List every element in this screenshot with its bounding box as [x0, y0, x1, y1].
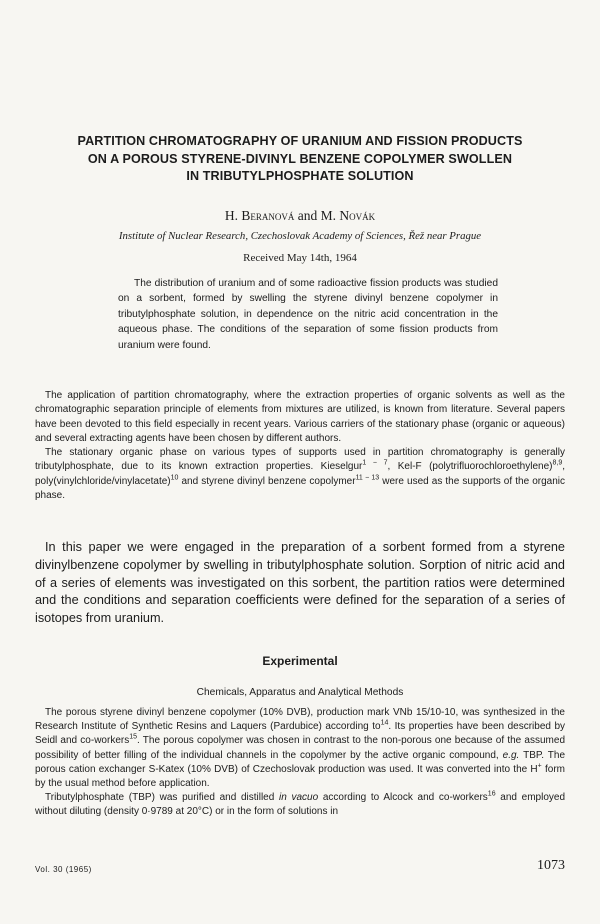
title-line: IN TRIBUTYLPHOSPHATE SOLUTION — [186, 169, 414, 183]
author-initial: H. — [224, 208, 242, 223]
citation: 11 − 13 — [355, 474, 380, 482]
introduction — [35, 389, 565, 503]
paragraph — [35, 446, 565, 503]
italic-text: in vacuo — [278, 792, 319, 804]
citation: 1 − 7 — [362, 460, 388, 468]
page-number: 1073 — [537, 858, 565, 873]
citation: 10 — [170, 474, 179, 482]
paragraph: The application of partition chromatography, where the extraction properties of organic solvents as well as the chromatographic separation principle of elements from mixtures are utilized, is known from literature. Several papers have been devoted to this field especially in recent years. Various carriers of the stationary phase (organic or aqueous) and several extracting agents have been chosen by different authors. — [35, 390, 565, 444]
text-run: . Its properties have been described by Seidl and co-workers — [35, 721, 566, 747]
citation: 14 — [380, 719, 389, 727]
abstract — [118, 276, 498, 353]
text-run: were used as the supports of the organic phase. — [35, 475, 565, 502]
author-initial: M. — [320, 208, 340, 223]
text-run: , poly(vinylchloride/vinylacetate) — [35, 461, 565, 487]
subsection-heading: Chemicals, Apparatus and Analytical Methods — [196, 687, 404, 698]
author-conjunction: and — [294, 208, 321, 223]
text-run: Tributylphosphate (TBP) was purified and distilled — [45, 792, 279, 804]
abstract-text: The distribution of uranium and of some radioactive fission products was studied on a sorbent, formed by swelling the styrene divinyl benzene copolymer in tributylphosphate solution, in dependence on the nitric acid concentration in the aqueous phase. The conditions of the separation of some fission products from uranium were found. — [118, 278, 498, 351]
paragraph: In this paper we were engaged in the preparation of a sorbent formed from a styrene divinylbenzene copolymer by swelling in tributylphosphate solution. Sorption of nitric acid and of a series of elements was investigated on this sorbent, the partition ratios were determined and the conditions and separation coefficients were defined for the separation of a series of isotopes from uranium. — [35, 540, 565, 626]
superscript: + — [537, 762, 542, 770]
italic-text: e.g. — [502, 749, 520, 761]
text-run: TBP. The porous cation exchanger S-Katex (10% DVB) of Czechoslovak production was used. It was converted into the H — [35, 749, 566, 775]
article-title — [30, 133, 570, 186]
author-name: Beranová — [241, 208, 295, 223]
lead-paragraph — [35, 539, 565, 628]
affiliation: Institute of Nuclear Research, Czechoslovak Academy of Sciences, Řež near Prague — [118, 230, 482, 242]
text-run: form by the usual method before application. — [35, 763, 565, 790]
paragraph — [35, 791, 565, 819]
author-list — [0, 207, 600, 224]
citation: 16 — [487, 790, 496, 798]
text-run: and styrene divinyl benzene copolymer — [178, 475, 356, 487]
text-run: and employed without diluting (density 0·9789 at 20°C) or in the form of solutions in — [35, 792, 566, 818]
text-run: The porous styrene divinyl benzene copolymer (10% DVB), production mark VNb 15/10-10, was synthesized in the Research Institute of Synthetic Resins and Laquers (Pardubice) according to — [35, 707, 565, 733]
journal-volume: Vol. 30 (1965) — [35, 865, 92, 874]
author-name: Novák — [339, 208, 376, 223]
text-run: . The porous copolymer was chosen in contrast to the non-porous one because of the assumed possibility of better filling of the individual channels in the copolymer by the active organic compound, — [35, 735, 566, 761]
text-run: according to Alcock and co-workers — [318, 792, 488, 804]
title-line: ON A POROUS STYRENE-DIVINYL BENZENE COPOLYMER SWOLLEN — [87, 151, 513, 166]
text-run: The stationary organic phase on various types of supports used in partition chromatography is generally tributylphosphate, due to its known extraction properties. Kieselgur — [35, 447, 565, 473]
citation: 8,9 — [552, 460, 563, 468]
received-date: Received May 14th, 1964 — [243, 252, 357, 264]
title-line: PARTITION CHROMATOGRAPHY OF URANIUM AND FISSION PRODUCTS — [77, 134, 523, 148]
citation: 15 — [129, 734, 138, 742]
text-run: , Kel-F (polytrifluorochloroethylene) — [387, 461, 553, 473]
paragraph — [35, 706, 565, 791]
experimental-body — [35, 706, 565, 820]
section-heading: Experimental — [262, 654, 338, 668]
